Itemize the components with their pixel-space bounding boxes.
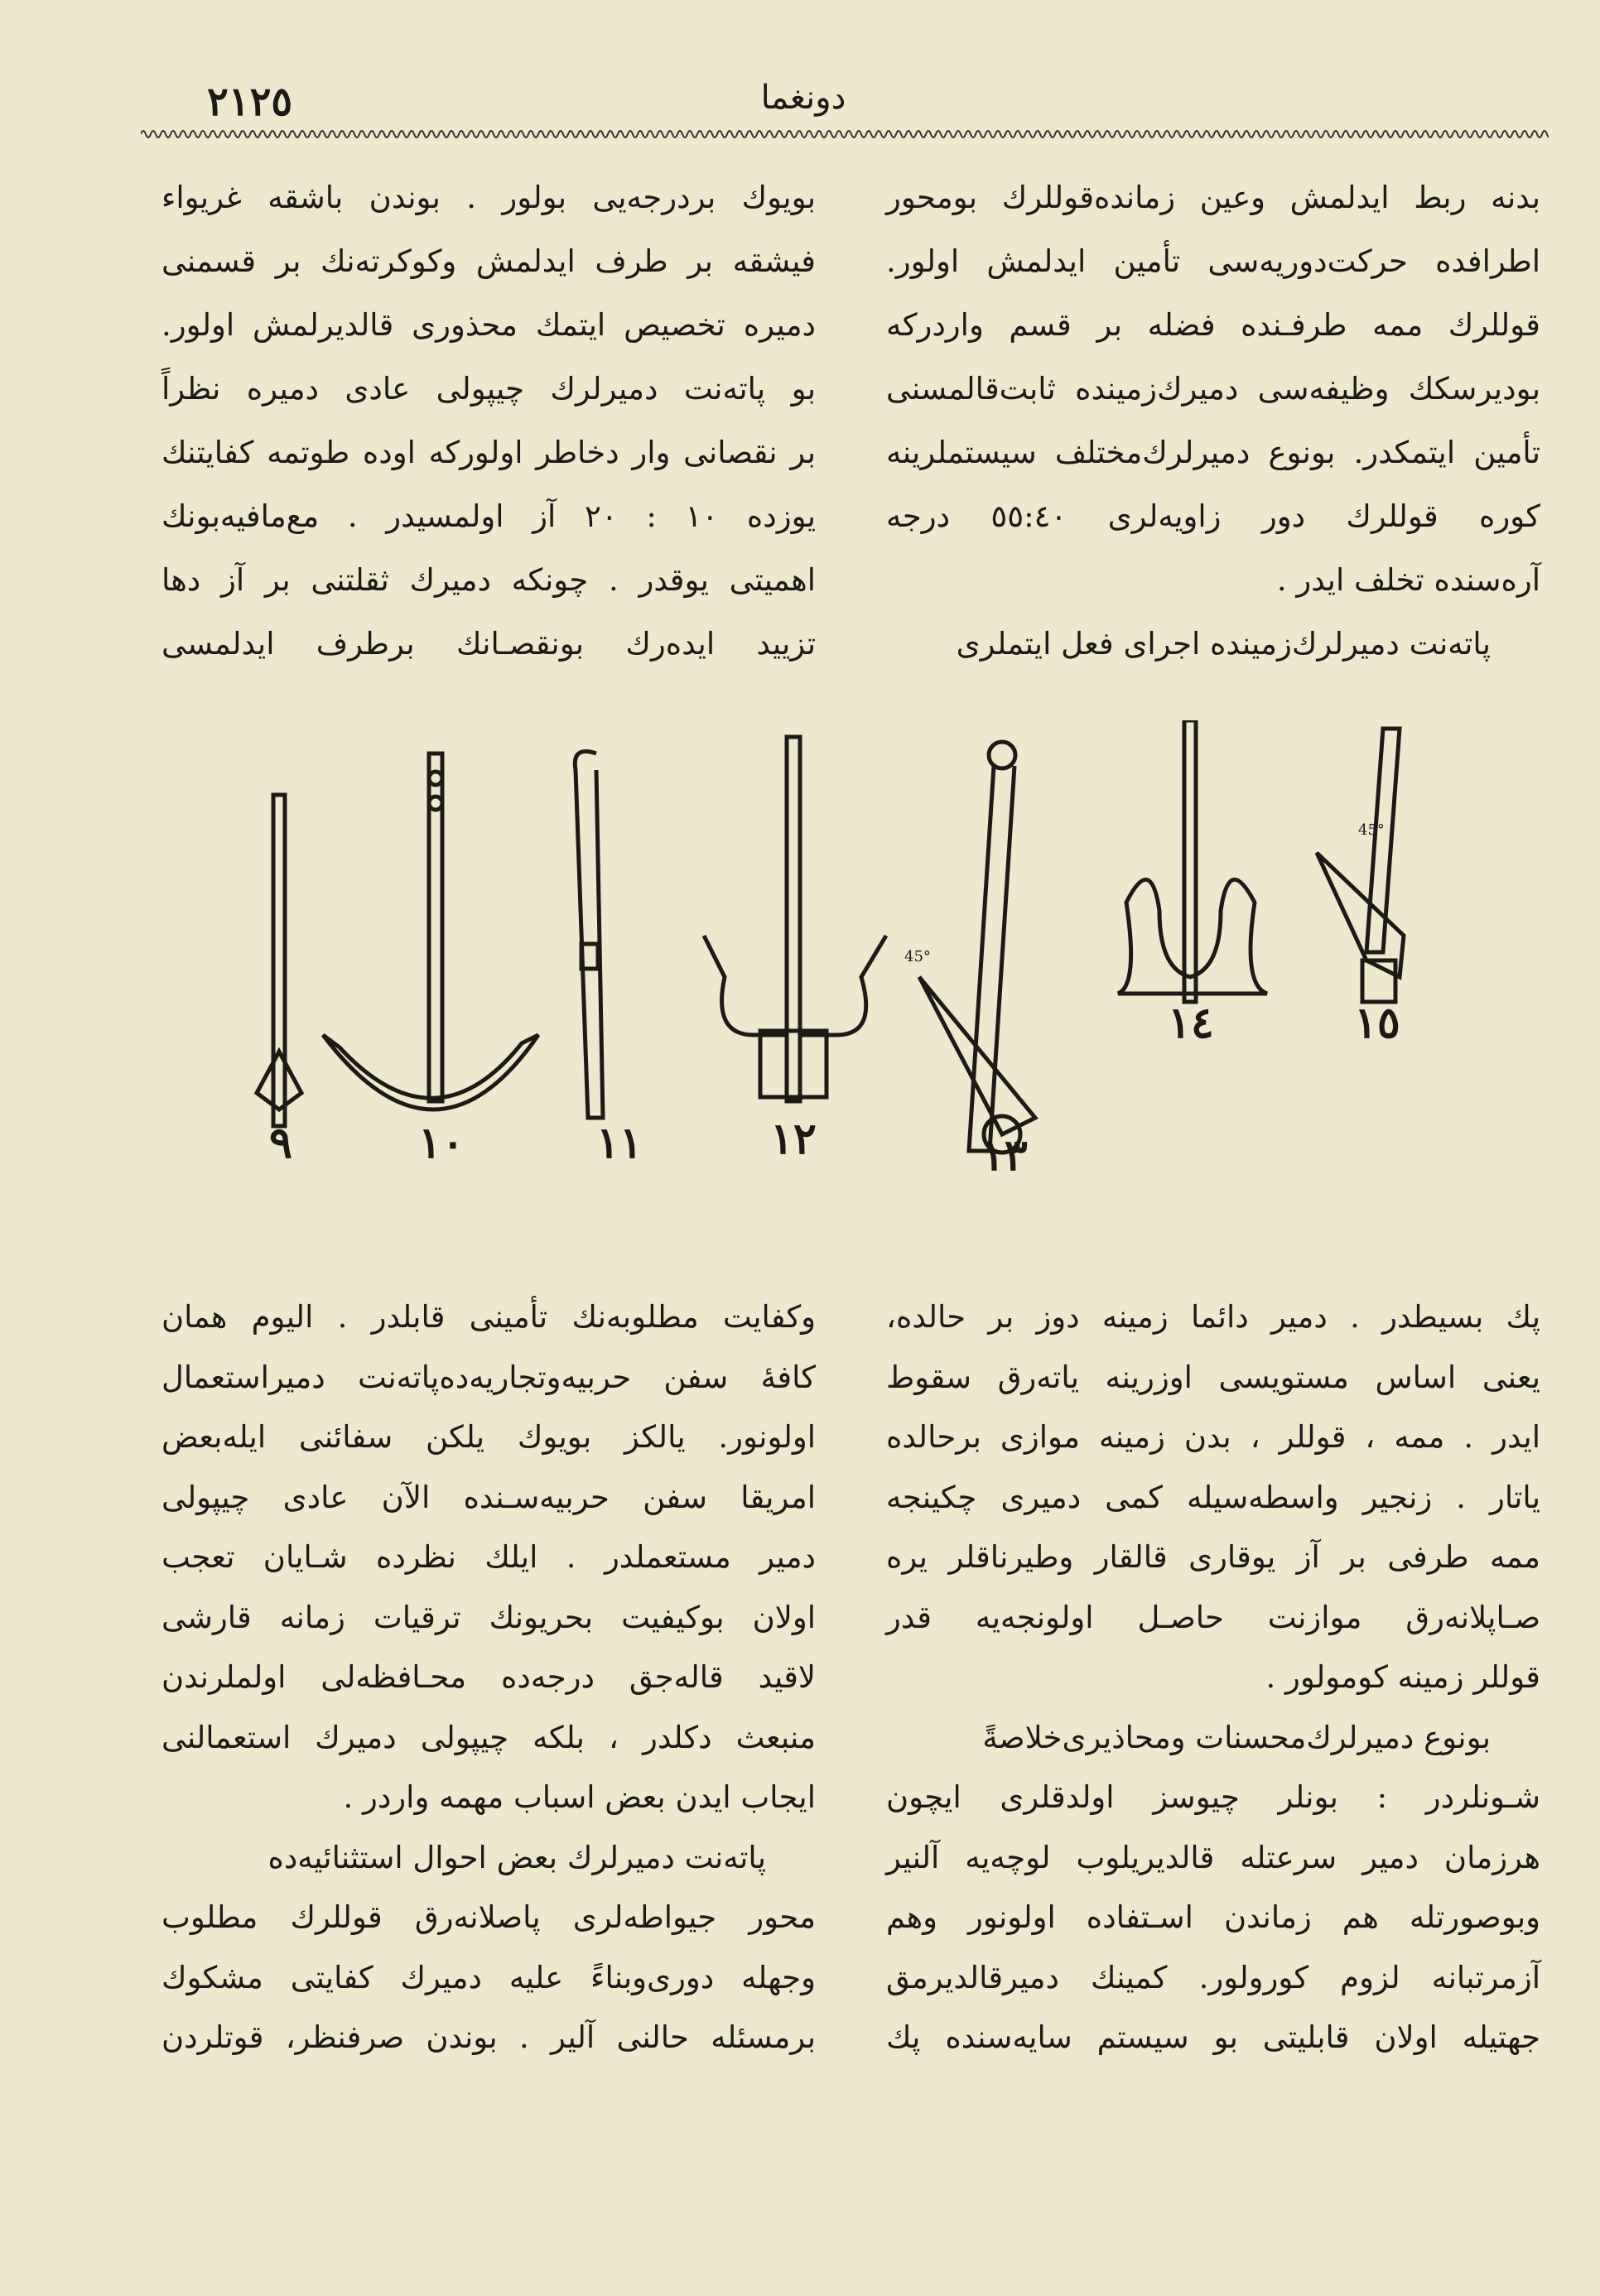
text-line: ایدر . ممه ، قوللر ، بدن زمینه موازی برحالده	[886, 1419, 1540, 1455]
text-line: وبوصورتله هم زماندن اسـتفاده اولونور وهم	[886, 1899, 1540, 1935]
text-line: كافهٔ سفن حربیه‌وتجاریه‌ده‌پاته‌نت دمیراستعمال	[161, 1359, 816, 1395]
figure-label-11: ١١	[596, 1118, 643, 1168]
figure-label-12: ١٢	[770, 1114, 817, 1164]
anchor-14-illustration	[1118, 720, 1267, 1002]
anchor-13-illustration	[919, 742, 1035, 1153]
text-line: محور جیواطه‌لری پاصلانه‌رق قوللرك مطلوب	[161, 1899, 816, 1935]
text-line: بدنه ربط ایدلمش وعین زمانده‌قوللرك بومحور	[886, 180, 1540, 215]
anchor-11-illustration	[575, 752, 603, 1119]
anchor-10-illustration	[323, 753, 538, 1109]
text-line: بودیرسكك وظیفه‌سی دمیرك‌زمینده ثابت‌قالمسنی	[886, 371, 1540, 407]
text-line: اطرافده حركت‌دوریه‌سی تأمین ایدلمش اولور.	[886, 243, 1540, 279]
text-line: شـونلردر : بونلر چیوسز اولدقلری ایچون	[886, 1779, 1540, 1815]
text-line: تأمین ایتمكدر. بونوع دمیرلرك‌مختلف سیستملرینه	[886, 435, 1540, 470]
text-line: آره‌سنده تخلف ایدر .	[1276, 562, 1540, 598]
text-line: اولان بوكیفیت بحریونك ترقیات زمانه قارشی	[161, 1599, 816, 1635]
figure-label-14: ١٤	[1168, 998, 1214, 1048]
text-line: یعنی اساس مستویسی اوزرینه یاته‌رق سقوط	[886, 1359, 1540, 1395]
anchor-15-illustration	[1317, 729, 1404, 1002]
figure-label-9: ٩	[269, 1118, 292, 1168]
text-line: منبعث دكلدر ، بلكه چیپولی دمیرك استعمالنی	[161, 1719, 816, 1755]
anchor-figures	[207, 720, 1449, 1217]
bottom-left-column	[161, 1288, 816, 2068]
text-line: پاته‌نت دمیرلرك‌زمینده اجرای فعل ایتملری	[956, 626, 1491, 662]
text-line: قوللرك ممه طرفـنده فضله بر قسم واردركه	[886, 307, 1540, 343]
figure-label-10: ١٠	[418, 1118, 465, 1168]
text-line: دمیره تخصیص ایتمك محذوری قالدیرلمش اولور.	[161, 307, 816, 343]
anchor-9-illustration	[257, 795, 301, 1126]
text-line: وكفایت مطلوبه‌نك تأمینی قابلدر . الیوم همان	[161, 1299, 816, 1335]
text-line: تزیید ایده‌رك بونقصـانك برطرف ایدلمسی	[161, 626, 816, 662]
text-line: یوزده ١٠ : ٢٠ آز اولمسیدر . مع‌مافیه‌بونك	[161, 498, 817, 534]
text-line: بو پاته‌نت دمیرلرك چیپولی عادی دمیره نظراً	[161, 371, 816, 407]
text-line: لاقید قاله‌جق درجه‌ده محـافظه‌لی اولملرندن	[161, 1659, 816, 1695]
text-line: هرزمان دمیر سرعتله قالدیریلوب لوچه‌یه آلنیر	[886, 1839, 1540, 1875]
text-line: صـاپلانه‌رق موازنت حاصـل اولونجه‌یه قدر	[886, 1599, 1540, 1635]
text-line: كوره قوللرك دور زاویه‌لری ٥٥:٤٠ درجه	[886, 498, 1540, 534]
angle-label: 45°	[1358, 821, 1385, 839]
page-number: ٢١٢٥	[207, 79, 293, 125]
anchor-12-illustration	[704, 737, 886, 1101]
top-left-column	[161, 166, 816, 676]
text-line: ممه طرفی بر آز یوقاری قالقار وطیرناقلر یره	[886, 1539, 1540, 1575]
text-line: ایجاب ایدن بعض اسباب مهمه واردر .	[343, 1779, 816, 1815]
angle-label: 45°	[904, 948, 931, 965]
bottom-right-column	[886, 1288, 1540, 2068]
text-line: دمیر مستعملدر . ایلك نظرده شـایان تعجب	[161, 1539, 816, 1575]
top-right-column	[886, 166, 1540, 676]
text-line: وجهله دوری‌وبناءً علیه دمیرك كفایتی مشكوك	[161, 1959, 816, 1995]
figure-label-15: ١٥	[1354, 998, 1400, 1048]
text-line: جهتیله اولان قابلیتی بو سیستم سایه‌سنده پك	[886, 2019, 1540, 2055]
text-line: قوللر زمینه كومولور .	[1265, 1659, 1540, 1695]
text-line: یاتار . زنجیر واسطه‌سیله كمی دمیری چكینجه	[886, 1479, 1540, 1515]
text-line: برمسئله حالنی آلیر . بوندن صرفنظر، قوتلردن	[161, 2019, 816, 2055]
text-line: بویوك بردرجه‌یی بولور . بوندن باشقه غریواء	[161, 180, 816, 215]
text-line: پك بسیطدر . دمیر دائما زمینه دوز بر حالده،	[886, 1299, 1540, 1335]
text-line: پاته‌نت دمیرلرك بعض احوال استثنائیه‌ده	[267, 1839, 766, 1875]
running-title: دونغما	[760, 79, 846, 117]
text-line: اهمیتی یوقدر . چونكه دمیرك ثقلتنی بر آز دها	[161, 562, 816, 598]
text-line: بر نقصانی وار دخاطر اولوركه اوده طوتمه كفایتنك	[161, 435, 816, 470]
text-line: بونوع دمیرلرك‌محسنات ومحاذیری‌خلاصةً	[982, 1719, 1491, 1755]
text-line: اولونور. یالكز بویوك یلكن سفائنی ایله‌بعض	[161, 1419, 816, 1455]
figure-label-13: ١٣	[981, 1130, 1028, 1181]
text-line: فیشقه بر طرف ایدلمش وكوكرته‌نك بر قسمنی	[161, 243, 816, 279]
text-line: امریقا سفن حربیه‌سـنده الآن عادی چیپولی	[161, 1479, 816, 1515]
wavy-divider	[141, 124, 1549, 144]
text-line: آزمرتبانه لزوم كورولور. كمینك دمیرقالدیرمق	[886, 1959, 1540, 1995]
